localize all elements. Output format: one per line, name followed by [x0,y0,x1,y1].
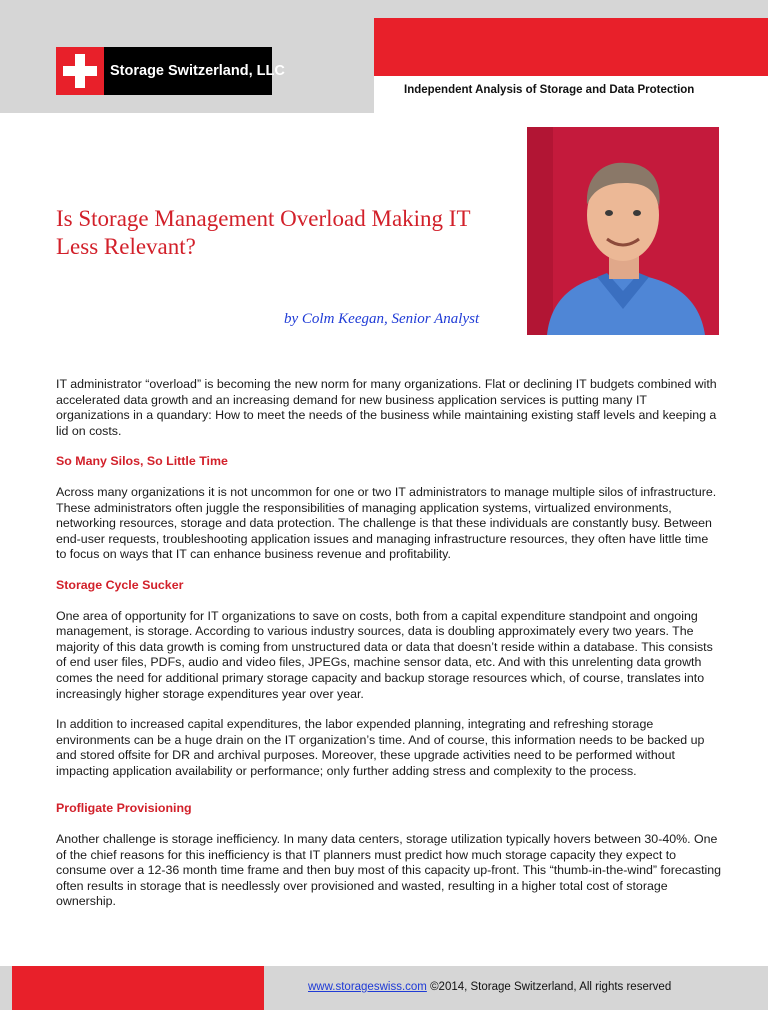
article-byline: by Colm Keegan, Senior Analyst [284,311,480,327]
provisioning-paragraph: Another challenge is storage inefficiency. In many data centers, storage utilization typically hovers between 30-40%. One of the chief reasons for this inefficiency is that IT planners must predict how much storage capacity they expect to consume over a 12-36 month time frame and then buy most of this capacity up-front. This “thumb-in-the-wind” forecasting often results in storage that is needlessly over provisioned and wasted, resulting in a higher total cost of storage ownership. [56,832,722,909]
article-title: Is Storage Management Overload Making IT Less Relevant? [56,206,471,259]
article-body [56,377,722,910]
section-heading-storage-cycle: Storage Cycle Sucker [56,577,184,592]
storage-cycle-paragraph-2: In addition to increased capital expenditures, the labor expended planning, integrating and refreshing storage environments can be a huge drain on the IT organization’s time. And of course, this information needs to be backed up and stored offsite for DR and archival purposes. Moreover, these upgrade activities need to be performed without impacting application availability or performance; only further adding stress and complexity to the process. [56,717,705,778]
section-heading-silos: So Many Silos, So Little Time [56,454,228,469]
storage-cycle-paragraph-1: One area of opportunity for IT organizations to save on costs, both from a capital expenditure standpoint and ongoing management, is storage. According to various industry sources, data is doubling approximately every two years. The majority of this data growth is coming from unstructured data or data that doesn’t reside within a database. This consists of end user files, PDFs, audio and video files, JPEGs, machine sensor data, etc. And with this unrelenting data growth comes the need for additional primary storage capacity and backup storage resources which, of course, translates into increasingly higher storage expenditures year over year. [56,608,713,701]
silos-paragraph: Across many organizations it is not uncommon for one or two IT administrators to manage multiple silos of infrastructure. These administrators often juggle the responsibilities of managing application systems, virtualized environments, networking resources, storage and data protection. The challenge is that these individuals are constantly busy. Between end-user requests, troubleshooting application issues and managing infrastructure resources, they often have little time to focus on ways that IT can enhance business revenue and profitability. [56,484,717,562]
header-tagline: Independent Analysis of Storage and Data Protection [404,84,695,96]
company-logo [56,47,285,95]
footer-text [308,981,671,993]
logo-text: Storage Switzerland, LLC [110,63,285,79]
footer-website-link[interactable]: www.storageswiss.com [308,981,427,993]
intro-paragraph: IT administrator “overload” is becoming the new norm for many organizations. Flat or declining IT budgets combined with accelerated data growth and an increasing demand for new business application services is putting many IT organizations in a quandary: How to meet the needs of the business while maintaining existing staff levels and keeping a lid on costs. [56,377,717,438]
footer-red-band [12,966,264,1010]
section-heading-provisioning: Profligate Provisioning [56,801,192,816]
footer-copyright: ©2014, Storage Switzerland, All rights reserved [426,981,672,993]
swiss-cross-icon [56,47,104,95]
author-photo [527,127,719,335]
